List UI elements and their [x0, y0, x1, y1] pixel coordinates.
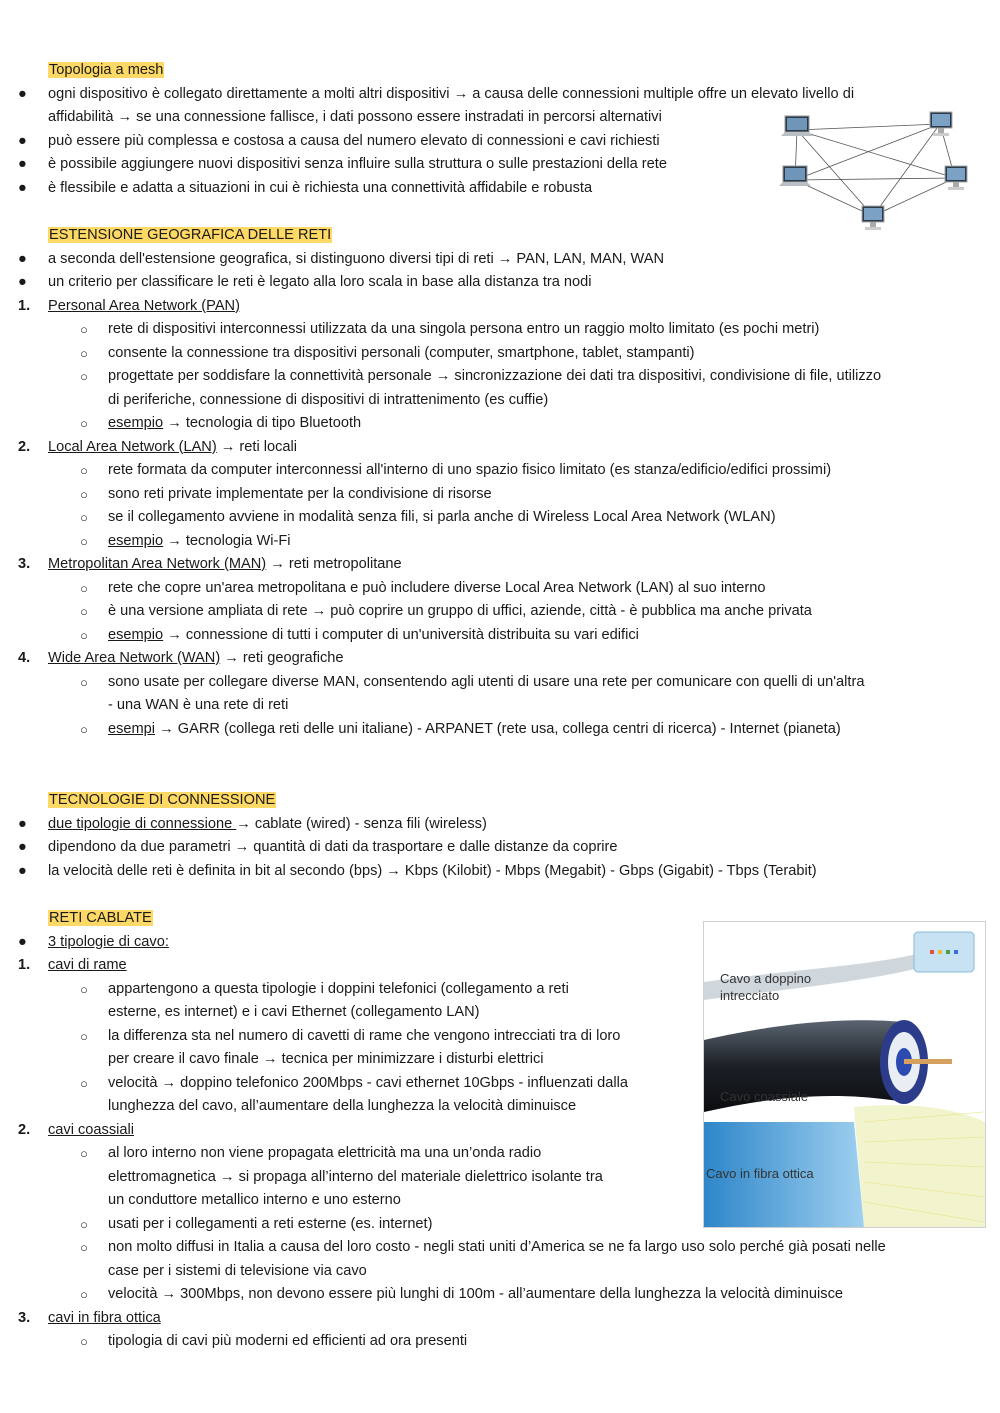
list-item: ○ tipologia di cavi più moderni ed efficienti ad ora presenti	[80, 1333, 468, 1349]
coax-core	[904, 1059, 952, 1064]
cable-label-twisted: Cavo a doppino intrecciato	[720, 971, 812, 1003]
list-item: ○ rete formata da computer interconnessi all'interno di uno spazio fisico limitato (es stanza/edificio/edifici prossimi)	[80, 462, 832, 478]
bullet-marker: ●	[18, 156, 27, 172]
mesh-network-diagram	[775, 108, 995, 236]
cable-type-rame: 1. cavi di rame	[18, 957, 127, 973]
bullet-marker: ●	[18, 85, 27, 102]
cablate-intro: ● 3 tipologie di cavo:	[18, 933, 169, 950]
desktop-icon	[930, 112, 952, 136]
list-item: ○ è una versione ampliata di rete → può coprire un gruppo di uffici, aziende, città - è pubblica ma anche privata	[80, 603, 812, 619]
list-item: ○ usati per i collegamenti a reti esterne (es. internet)	[80, 1215, 433, 1232]
list-item: ○ velocità → 300Mbps, non devono essere più lunghi di 100m - all’aumentare della lunghezza la velocità diminuisce	[80, 1286, 843, 1302]
tech-bullet: ● la velocità delle reti è definita in bit al secondo (bps) → Kbps (Kilobit) - Mbps (Megabit) - Gbps (Gigabit) - Tbps (Terabit)	[18, 862, 817, 879]
mesh-bullet: ● può essere più complessa e costosa a causa del numero elevato di connessioni e cavi richiesti	[0, 130, 968, 154]
mesh-bullet: ● è flessibile e adatta a situazioni in cui è richiesta una connettività affidabile e robusta	[0, 177, 968, 201]
list-item: ○ se il collegamento avviene in modalità senza fili, si parla anche di Wireless Local Area Network (WLAN)	[80, 509, 776, 525]
cable-type-fibra: 3. cavi in fibra ottica	[18, 1309, 161, 1326]
cable-types-image	[703, 921, 986, 1228]
tech-bullet: ● due tipologie di connessione → cablate (wired) - senza fili (wireless)	[18, 815, 487, 832]
mesh-heading: Topologia a mesh	[49, 62, 164, 78]
laptop-icon	[781, 116, 813, 136]
network-type-pan: 1. Personal Area Network (PAN)	[18, 297, 240, 314]
mesh-bullet: ● è possibile aggiungere nuovi dispositivi senza influire sulla struttura o sulle prestazioni della rete	[0, 153, 968, 177]
laptop-icon	[779, 166, 811, 186]
list-item: ○ rete di dispositivi interconnessi utilizzata da una singola persona entro un raggio molto limitato (es pochi metri)	[80, 321, 820, 337]
list-item: ○ consente la connessione tra dispositivi personali (computer, smartphone, tablet, stampanti)	[80, 344, 695, 361]
tech-section	[18, 789, 968, 883]
tech-heading: TECNOLOGIE DI CONNESSIONE	[49, 792, 276, 808]
list-item: ○ esempio → tecnologia Wi-Fi	[80, 532, 291, 549]
list-item: ○ rete che copre un'area metropolitana e può includere diverse Local Area Network (LAN) al suo interno	[80, 579, 766, 596]
cable-label-fiber: Cavo in fibra ottica	[706, 1166, 814, 1181]
geo-bullet: ● un criterio per classificare le reti è legato alla loro scala in base alla distanza tra nodi	[0, 271, 968, 295]
network-type-man: 3. Metropolitan Area Network (MAN) → reti metropolitane	[18, 556, 402, 572]
list-item: ○ progettate per soddisfare la connettività personale → sincronizzazione dei dati tra dispositivi, condivisione di file, utilizzo di periferiche, connessione di dispositivi di intrattenimento (es cuffie)	[80, 368, 882, 408]
bullet-marker: ●	[18, 274, 27, 290]
geo-section	[18, 224, 968, 741]
cable-type-coassiali: 2. cavi coassiali	[18, 1121, 134, 1138]
cable-label-coax: Cavo coassiale	[720, 1089, 809, 1104]
list-item: ○ appartengono a questa tipologie i doppini telefonici (collegamento a reti esterne, es internet) e i cavi Ethernet (collegamento LAN)	[80, 980, 569, 1020]
geo-heading: ESTENSIONE GEOGRAFICA DELLE RETI	[49, 227, 332, 243]
network-type-wan: 4. Wide Area Network (WAN) → reti geografiche	[18, 650, 344, 666]
bullet-marker: ●	[18, 250, 27, 267]
desktop-icon	[945, 166, 967, 190]
bullet-marker: ●	[18, 179, 27, 196]
list-item: ○ esempio → tecnologia di tipo Bluetooth	[80, 415, 362, 431]
tech-bullet: ● dipendono da due parametri → quantità di dati da trasportare e dalle distanze da coprire	[18, 839, 618, 855]
list-item: ○ non molto diffusi in Italia a causa del loro costo - negli stati uniti d’America se ne fa largo uso solo perché già posati nelle case per i sistemi di televisione via cavo	[80, 1239, 886, 1279]
list-item: ○ al loro interno non viene propagata elettricità ma una un’onda radio elettromagnetica → si propaga all’interno del materiale dielettrico isolante tra un conduttore metallico interno e uno esterno	[80, 1145, 603, 1208]
list-item: ○ sono usate per collegare diverse MAN, consentendo agli utenti di usare una rete per comunicare con quelli di un'altra - una WAN è una rete di reti	[80, 673, 865, 713]
geo-bullet: ● a seconda dell'estensione geografica, si distinguono diversi tipi di reti → PAN, LAN, MAN, WAN	[0, 248, 968, 272]
list-item: ○ sono reti private implementate per la condivisione di risorse	[80, 485, 492, 502]
list-item: ○ velocità → doppino telefonico 200Mbps - cavi ethernet 10Gbps - influenzati dalla lunghezza del cavo, all’aumentare della lunghezza la velocità diminuisce	[80, 1074, 629, 1114]
list-item: ○ esempi → GARR (collega reti delle uni italiane) - ARPANET (rete usa, collega centri di ricerca) - Internet (pianeta)	[80, 720, 841, 737]
mesh-bullet: ● ogni dispositivo è collegato direttamente a molti altri dispositivi → a causa delle connessioni multiple offre un elevato livello di affidabilità → se una connessione fallisce, i dati possono essere instradati in percorsi alternativi	[0, 83, 968, 130]
network-type-lan: 2. Local Area Network (LAN) → reti locali	[18, 438, 298, 455]
rj45-connector	[914, 932, 974, 972]
cablate-heading: RETI CABLATE	[49, 910, 152, 926]
list-item: ○ la differenza sta nel numero di cavetti di rame che vengono intrecciati tra di loro per creare il cavo finale → tecnica per minimizzare i disturbi elettrici	[80, 1027, 621, 1067]
bullet-marker: ●	[18, 132, 27, 149]
list-item: ○ esempio → connessione di tutti i computer di un'università distribuita su vari edifici	[80, 626, 639, 643]
